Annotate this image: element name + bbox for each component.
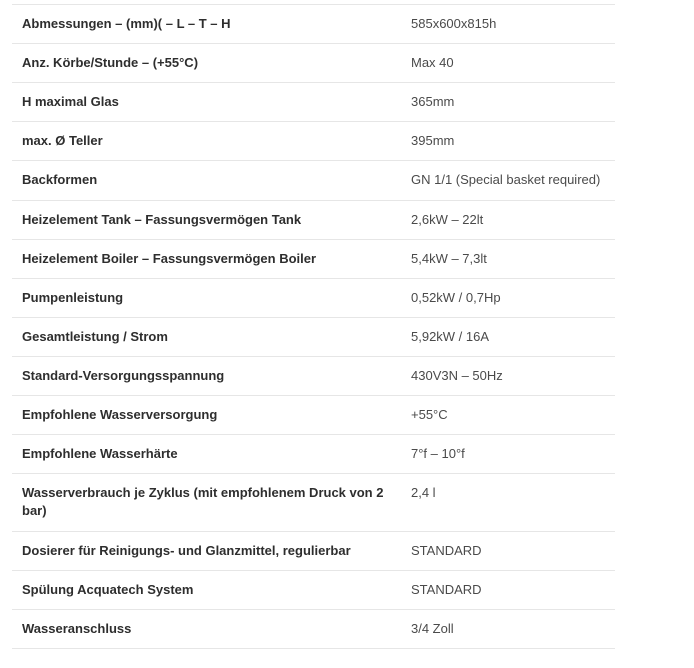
table-row <box>12 435 615 474</box>
spec-table-body <box>12 5 615 649</box>
spec-label: Spülung Acquatech System <box>22 582 194 597</box>
spec-value: 5,92kW / 16A <box>411 329 490 344</box>
spec-label: max. Ø Teller <box>22 133 103 148</box>
table-row <box>12 396 615 435</box>
spec-value: 430V3N – 50Hz <box>411 368 503 383</box>
table-row <box>12 5 615 44</box>
spec-table <box>12 4 615 649</box>
table-row <box>12 161 615 201</box>
table-row <box>12 122 615 161</box>
spec-value: 365mm <box>411 94 455 109</box>
table-row <box>12 474 615 532</box>
table-row <box>12 610 615 649</box>
table-row <box>12 357 615 396</box>
spec-value: 0,52kW / 0,7Hp <box>411 290 501 305</box>
spec-label: Heizelement Boiler – Fassungsvermögen Boiler <box>22 251 317 266</box>
table-row <box>12 240 615 279</box>
table-row <box>12 279 615 318</box>
spec-label: Empfohlene Wasserversorgung <box>22 407 218 422</box>
spec-label: Dosierer für Reinigungs- und Glanzmittel, regulierbar <box>22 543 351 558</box>
table-row <box>12 532 615 571</box>
spec-value: 2,4 l <box>411 485 436 500</box>
table-row <box>12 318 615 357</box>
spec-value: +55°C <box>411 407 448 422</box>
spec-value: STANDARD <box>411 582 482 597</box>
spec-label: Wasserverbrauch je Zyklus (mit empfohlenem Druck von 2 bar) <box>22 485 384 518</box>
spec-label: Pumpenleistung <box>22 290 124 305</box>
table-row <box>12 201 615 240</box>
spec-value: 2,6kW – 22lt <box>411 212 484 227</box>
table-row <box>12 44 615 83</box>
spec-value: STANDARD <box>411 543 482 558</box>
spec-label: Empfohlene Wasserhärte <box>22 446 178 461</box>
spec-value: 3/4 Zoll <box>411 621 454 636</box>
spec-value: 395mm <box>411 133 455 148</box>
spec-label: Heizelement Tank – Fassungsvermögen Tank <box>22 212 302 227</box>
spec-value: Max 40 <box>411 55 454 70</box>
spec-label: Anz. Körbe/Stunde – (+55°C) <box>22 55 199 70</box>
spec-label: Standard-Versorgungsspannung <box>22 368 225 383</box>
spec-label: Gesamtleistung / Strom <box>22 329 168 344</box>
table-row <box>12 571 615 610</box>
spec-label: Backformen <box>22 172 98 187</box>
spec-value: 585x600x815h <box>411 16 497 31</box>
spec-label: Wasseranschluss <box>22 621 132 636</box>
spec-label: H maximal Glas <box>22 94 119 109</box>
spec-value: GN 1/1 (Special basket required) <box>411 172 601 187</box>
spec-value: 5,4kW – 7,3lt <box>411 251 487 266</box>
table-row <box>12 83 615 122</box>
spec-label: Abmessungen – (mm)( – L – T – H <box>22 16 231 31</box>
spec-value: 7°f – 10°f <box>411 446 465 461</box>
